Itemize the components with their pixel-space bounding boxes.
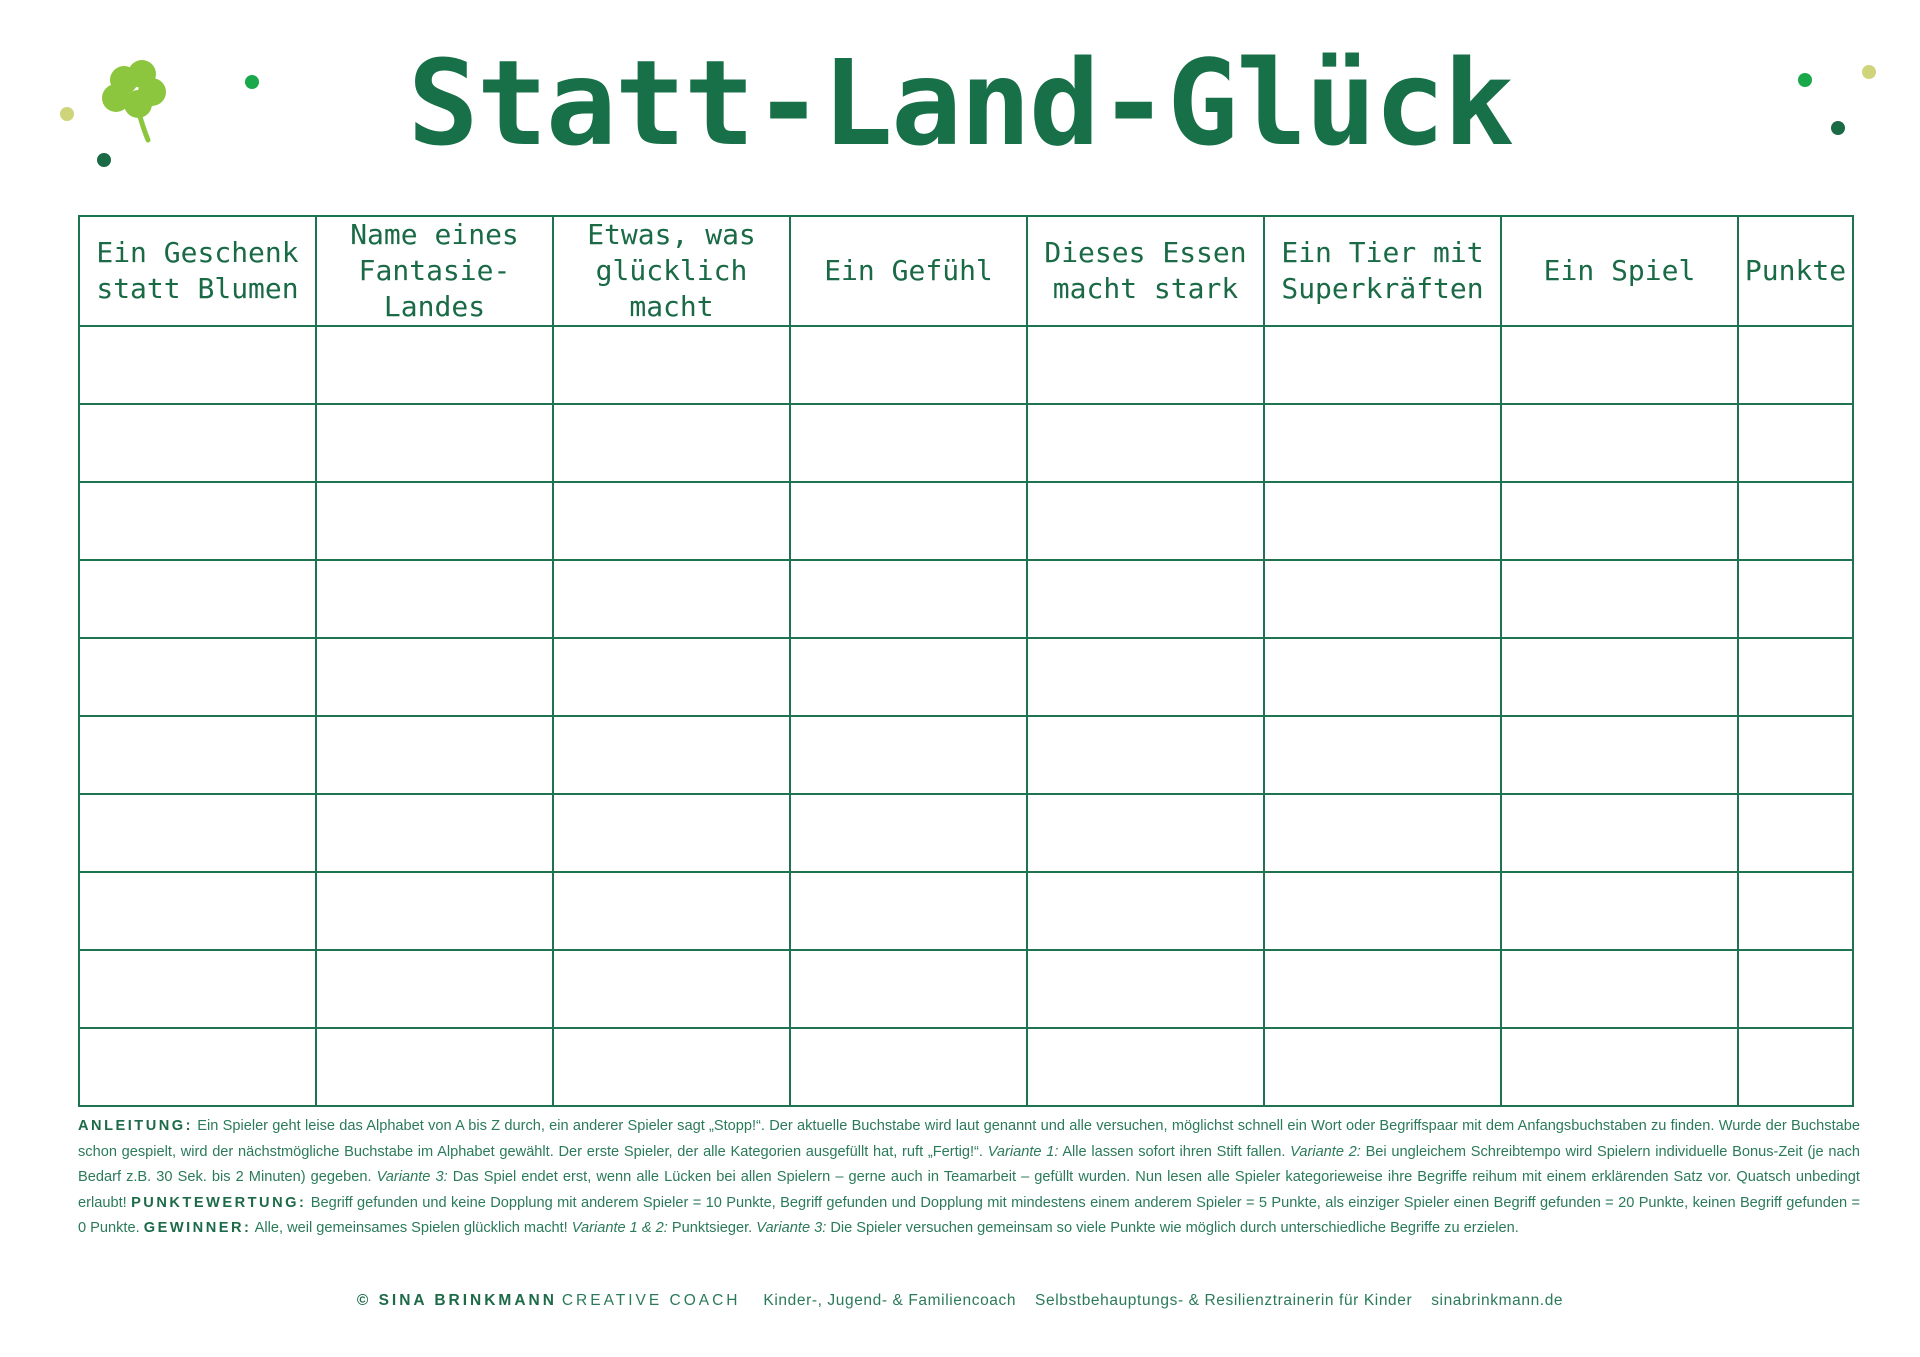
table-cell[interactable] bbox=[79, 560, 316, 638]
table-row bbox=[79, 404, 1853, 482]
table-cell[interactable] bbox=[316, 482, 553, 560]
table-row bbox=[79, 716, 1853, 794]
table-cell[interactable] bbox=[79, 1028, 316, 1106]
table-cell[interactable] bbox=[1264, 404, 1501, 482]
table-cell[interactable] bbox=[1027, 560, 1264, 638]
table-cell[interactable] bbox=[316, 872, 553, 950]
table-cell[interactable] bbox=[553, 950, 790, 1028]
table-cell[interactable] bbox=[1264, 794, 1501, 872]
column-header-gefuehl: Ein Gefühl bbox=[790, 216, 1027, 326]
table-cell[interactable] bbox=[79, 716, 316, 794]
footer-role-trainer: Selbstbehauptungs- & Resilienztrainerin für Kinder bbox=[1035, 1292, 1413, 1309]
table-cell[interactable] bbox=[79, 326, 316, 404]
instructions bbox=[78, 1114, 1860, 1242]
anleitung-text: Ein Spieler geht leise das Alphabet von A bis Z durch, ein anderer Spieler sagt „Stopp!“. Der aktuelle Buchstabe wird laut genannt und alle versuchen, möglichst schnell ein Wort oder Begriffspaar mit dem Anfangsbuchstaben zu finden. Wurde der Buchstabe schon gespielt, wird der nächstmögliche Buchstabe im Alphabet gewählt. Der erste Spieler, der alle Kategorien ausgefüllt hat, ruft „Fertig!“. bbox=[78, 1118, 1860, 1160]
table-cell[interactable] bbox=[316, 716, 553, 794]
label-gewinner: GEWINNER: bbox=[143, 1220, 252, 1236]
table-cell[interactable] bbox=[1738, 950, 1853, 1028]
table-cell[interactable] bbox=[79, 404, 316, 482]
table-cell[interactable] bbox=[790, 950, 1027, 1028]
table-cell[interactable] bbox=[316, 794, 553, 872]
variante2-text: Bei ungleichem Schreibtempo wird Spielern individuelle Bonus-Zeit (je nach Bedarf z.B. 30 Sek. bis 2 Minuten) gegeben. bbox=[78, 1143, 1860, 1185]
table-cell[interactable] bbox=[1027, 950, 1264, 1028]
table-cell[interactable] bbox=[1501, 560, 1738, 638]
table-cell[interactable] bbox=[316, 950, 553, 1028]
table-row bbox=[79, 1028, 1853, 1106]
table-cell[interactable] bbox=[79, 794, 316, 872]
variante1-label: Variante 1: bbox=[987, 1143, 1059, 1160]
footer-brand: © SINA BRINKMANN bbox=[356, 1292, 557, 1309]
table-cell[interactable] bbox=[316, 326, 553, 404]
table-cell[interactable] bbox=[316, 638, 553, 716]
table-cell[interactable] bbox=[790, 326, 1027, 404]
footer bbox=[0, 1292, 1920, 1310]
table-cell[interactable] bbox=[316, 404, 553, 482]
variante2-label: Variante 2: bbox=[1290, 1143, 1361, 1160]
variante1-text: Alle lassen sofort ihren Stift fallen. bbox=[1062, 1143, 1286, 1160]
table-cell[interactable] bbox=[79, 872, 316, 950]
table-cell[interactable] bbox=[1738, 794, 1853, 872]
table-cell[interactable] bbox=[553, 404, 790, 482]
gewinner-text: Alle, weil gemeinsames Spielen glücklich macht! bbox=[254, 1220, 568, 1236]
table-cell[interactable] bbox=[1264, 482, 1501, 560]
page-title: Statt-Land-Glück bbox=[407, 34, 1513, 172]
punkte-text: Begriff gefunden und keine Dopplung mit anderem Spieler = 10 Punkte, Begriff gefunden und Dopplung mit mindestens einem anderem Spieler = 5 Punkte, als einziger Spieler einen Begriff gefunden = 20 Punkte, keinen Begriff gefunden = 0 Punkte. bbox=[78, 1194, 1861, 1236]
table-cell[interactable] bbox=[1738, 560, 1853, 638]
table-cell[interactable] bbox=[1027, 1028, 1264, 1106]
table-cell[interactable] bbox=[1738, 482, 1853, 560]
table-cell[interactable] bbox=[790, 638, 1027, 716]
table-cell[interactable] bbox=[1264, 1028, 1501, 1106]
table-row bbox=[79, 872, 1853, 950]
table-cell[interactable] bbox=[1027, 326, 1264, 404]
table-cell[interactable] bbox=[790, 794, 1027, 872]
table-cell[interactable] bbox=[316, 560, 553, 638]
table-cell[interactable] bbox=[79, 638, 316, 716]
table-cell[interactable] bbox=[1738, 716, 1853, 794]
table-cell[interactable] bbox=[553, 638, 790, 716]
table-cell[interactable] bbox=[79, 950, 316, 1028]
table-cell[interactable] bbox=[1264, 326, 1501, 404]
variante3b-label: Variante 3: bbox=[756, 1220, 827, 1236]
table-cell[interactable] bbox=[1501, 404, 1738, 482]
table-cell[interactable] bbox=[1501, 950, 1738, 1028]
table-cell[interactable] bbox=[1501, 716, 1738, 794]
table-cell[interactable] bbox=[1264, 716, 1501, 794]
column-header-spiel: Ein Spiel bbox=[1501, 216, 1738, 326]
header-row bbox=[79, 216, 1853, 326]
table-cell[interactable] bbox=[316, 1028, 553, 1106]
variante3-label: Variante 3: bbox=[376, 1169, 448, 1185]
game-sheet-table bbox=[78, 215, 1854, 1107]
table-cell[interactable] bbox=[1738, 872, 1853, 950]
table-cell[interactable] bbox=[79, 482, 316, 560]
table-cell[interactable] bbox=[553, 794, 790, 872]
column-header-geschenk: Ein Geschenk statt Blumen bbox=[79, 216, 316, 326]
footer-role-coach: Kinder-, Jugend- & Familiencoach bbox=[763, 1292, 1017, 1309]
table-cell[interactable] bbox=[1738, 404, 1853, 482]
table-row bbox=[79, 638, 1853, 716]
table-cell[interactable] bbox=[790, 872, 1027, 950]
table-cell[interactable] bbox=[1027, 872, 1264, 950]
table-row bbox=[79, 794, 1853, 872]
column-header-tier: Ein Tier mit Superkräften bbox=[1264, 216, 1501, 326]
table-cell[interactable] bbox=[553, 326, 790, 404]
column-header-gluecklich: Etwas, was glücklich macht bbox=[553, 216, 790, 326]
table-cell[interactable] bbox=[790, 560, 1027, 638]
footer-website: sinabrinkmann.de bbox=[1431, 1292, 1564, 1309]
table-row bbox=[79, 950, 1853, 1028]
table-cell[interactable] bbox=[1264, 638, 1501, 716]
column-header-fantasie-land: Name eines Fantasie-Landes bbox=[316, 216, 553, 326]
table-cell[interactable] bbox=[1501, 1028, 1738, 1106]
label-punktewertung: PUNKTEWERTUNG: bbox=[131, 1194, 307, 1211]
table-cell[interactable] bbox=[553, 872, 790, 950]
table-cell[interactable] bbox=[1264, 872, 1501, 950]
table-row bbox=[79, 326, 1853, 404]
table-cell[interactable] bbox=[553, 560, 790, 638]
table-cell[interactable] bbox=[1738, 1028, 1853, 1106]
label-anleitung: ANLEITUNG: bbox=[78, 1118, 193, 1134]
table-cell[interactable] bbox=[790, 482, 1027, 560]
table-cell[interactable] bbox=[1738, 326, 1853, 404]
table-cell[interactable] bbox=[1738, 638, 1853, 716]
variante3-text: Das Spiel endet erst, wenn alle Lücken bei allen Spielern – gerne auch in Teamarbeit – gefüllt wurden. Nun lesen alle Spieler kategorieweise ihre Begriffe reihum mit einem erklärenden Satz vor. Quatsch unbedingt erlaubt! bbox=[78, 1169, 1860, 1211]
table-cell[interactable] bbox=[1501, 794, 1738, 872]
table-row bbox=[79, 482, 1853, 560]
table-cell[interactable] bbox=[1501, 638, 1738, 716]
table-cell[interactable] bbox=[1501, 872, 1738, 950]
table-cell[interactable] bbox=[553, 716, 790, 794]
table-cell[interactable] bbox=[553, 1028, 790, 1106]
table-cell[interactable] bbox=[1027, 716, 1264, 794]
table-cell[interactable] bbox=[1027, 794, 1264, 872]
table-cell[interactable] bbox=[1501, 326, 1738, 404]
table-cell[interactable] bbox=[1027, 482, 1264, 560]
table-cell[interactable] bbox=[790, 404, 1027, 482]
table-cell[interactable] bbox=[1027, 404, 1264, 482]
variante12-text: Punktsieger. bbox=[671, 1220, 753, 1236]
variante3b-text: Die Spieler versuchen gemeinsam so viele Punkte wie möglich durch unterschiedliche Begriffe zu erzielen. bbox=[830, 1220, 1519, 1236]
table-cell[interactable] bbox=[790, 716, 1027, 794]
column-header-essen: Dieses Essen macht stark bbox=[1027, 216, 1264, 326]
footer-coach: CREATIVE COACH bbox=[561, 1292, 741, 1309]
table-cell[interactable] bbox=[553, 482, 790, 560]
table-row bbox=[79, 560, 1853, 638]
column-header-punkte: Punkte bbox=[1738, 216, 1853, 326]
table-cell[interactable] bbox=[1027, 638, 1264, 716]
table-cell[interactable] bbox=[1501, 482, 1738, 560]
table-cell[interactable] bbox=[790, 1028, 1027, 1106]
table-cell[interactable] bbox=[1264, 950, 1501, 1028]
variante12-label: Variante 1 & 2: bbox=[571, 1220, 668, 1236]
table-cell[interactable] bbox=[1264, 560, 1501, 638]
